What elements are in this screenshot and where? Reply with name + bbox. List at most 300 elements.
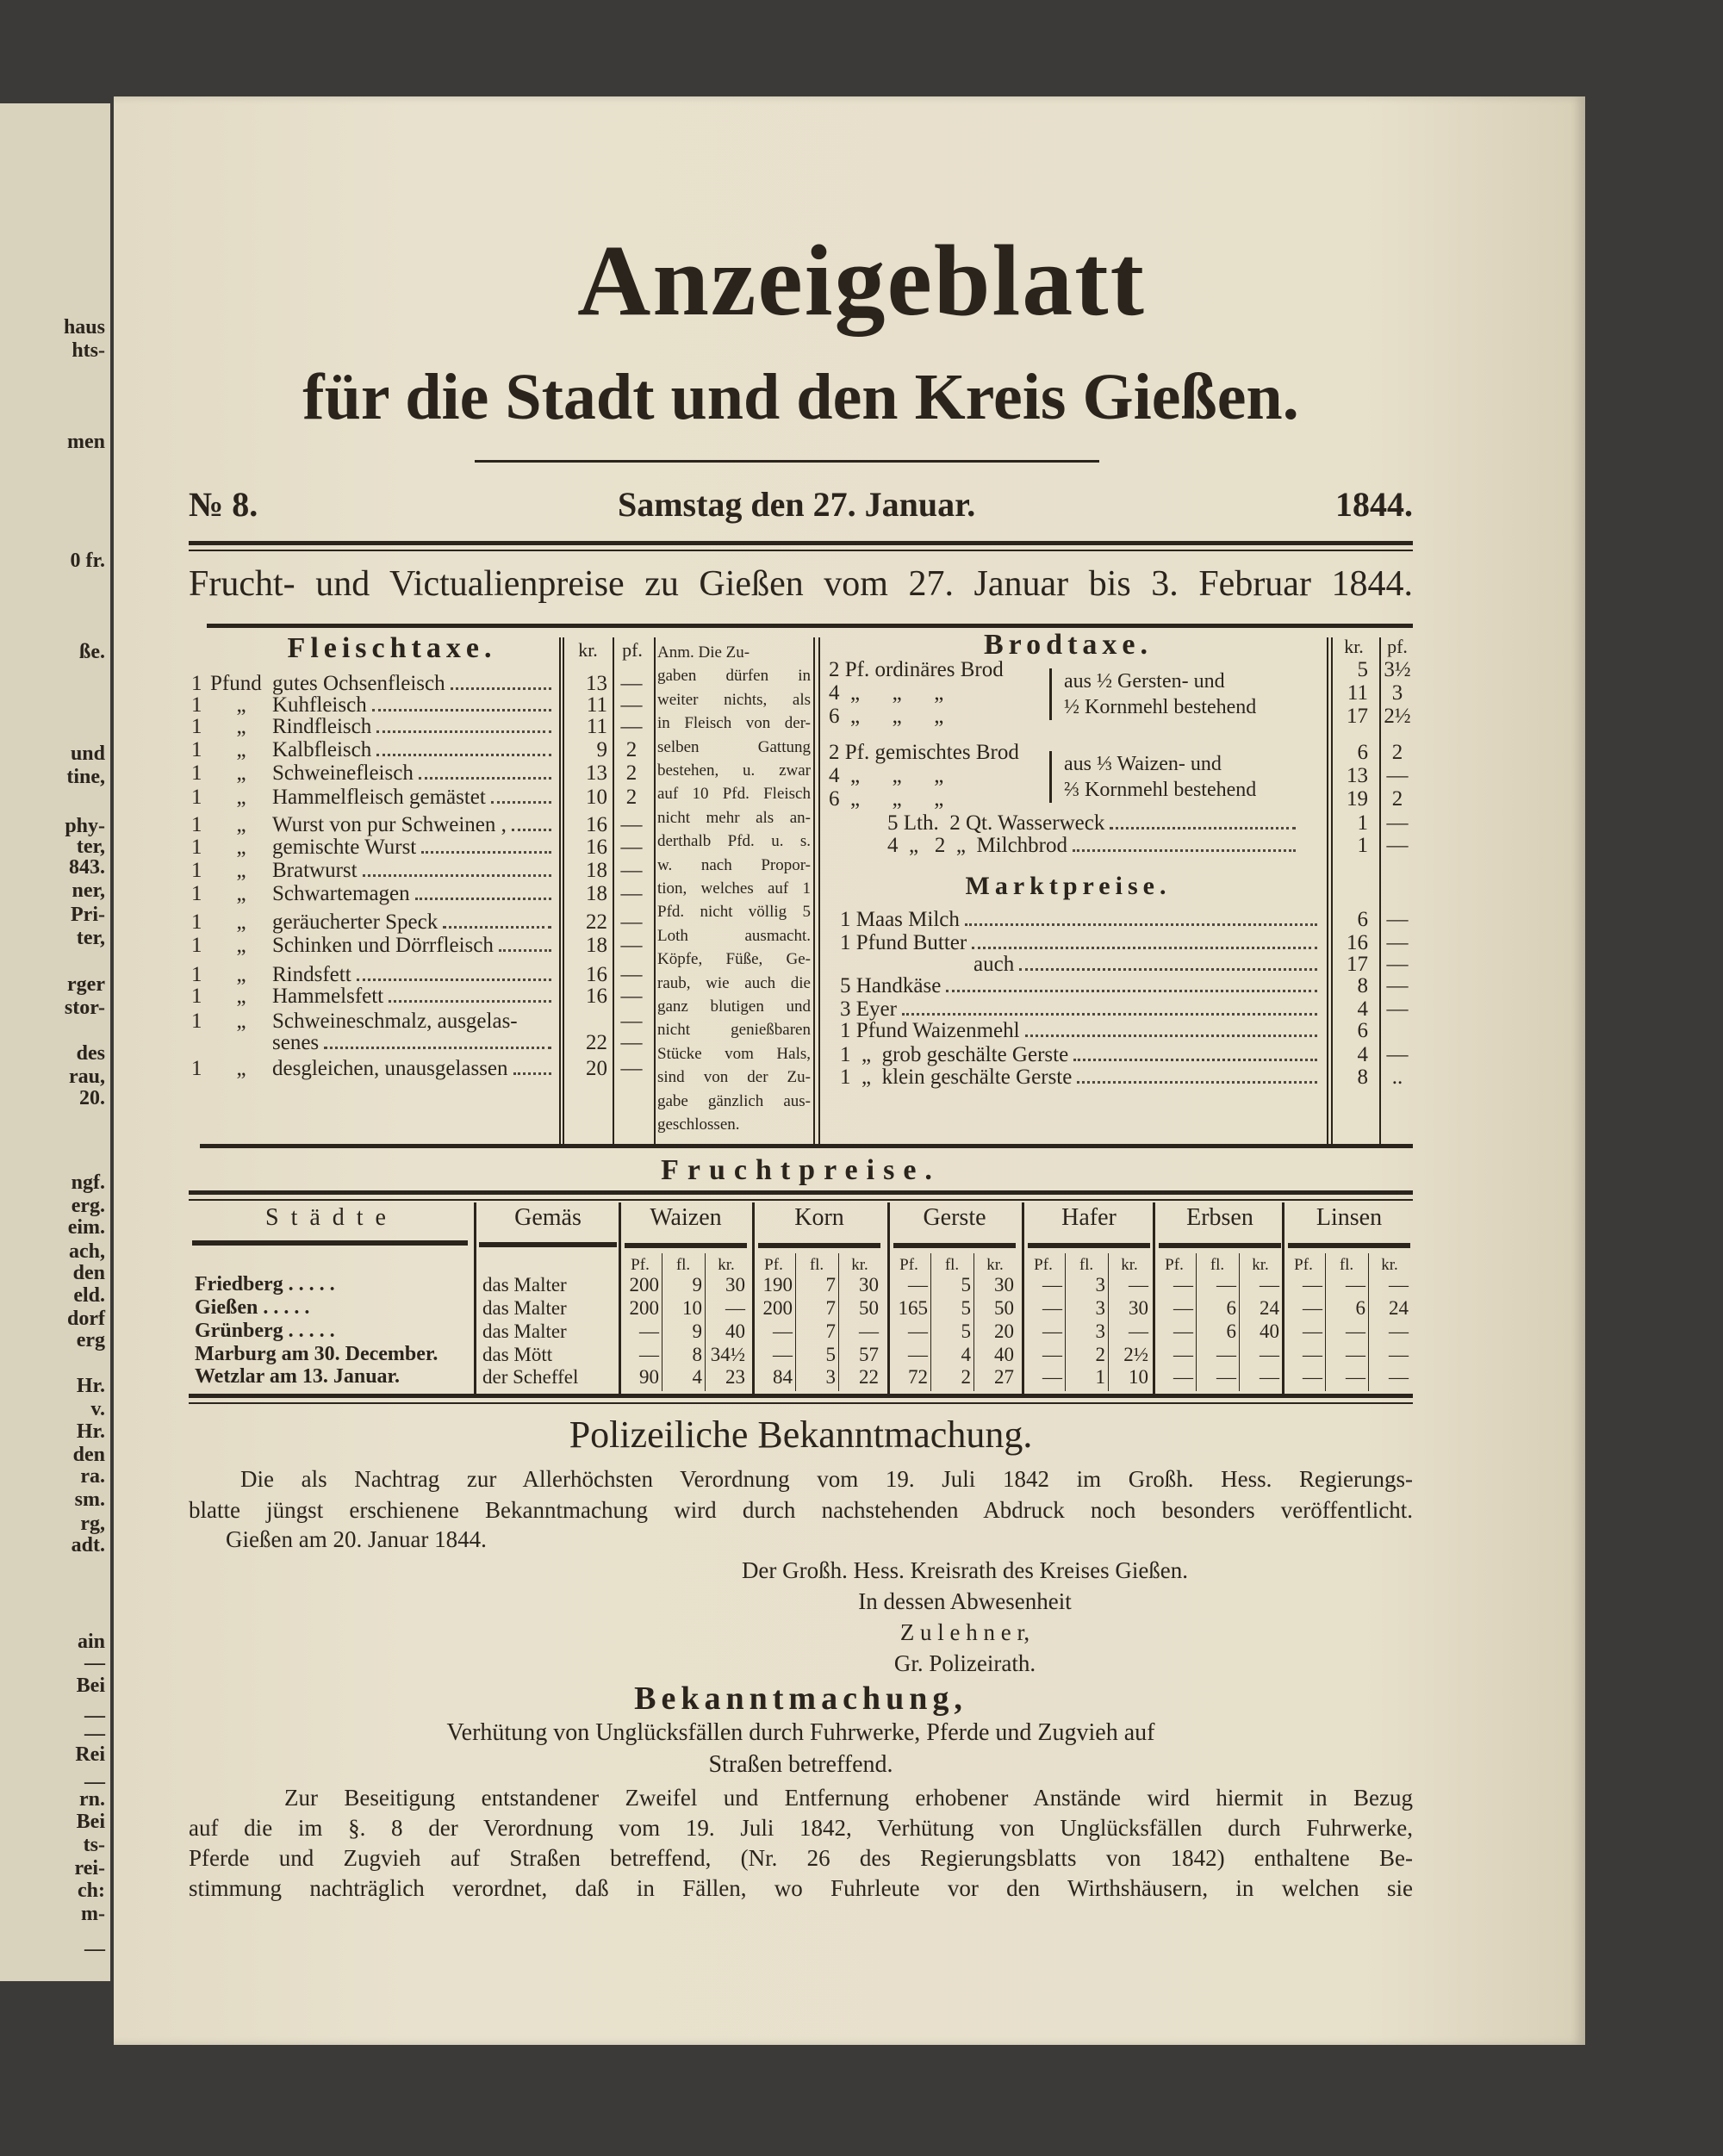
item-name: 1 „ klein geschälte Gerste [840,1066,1073,1089]
note-line: aus ½ Gersten- und [1064,670,1225,693]
facing-page-fragment: ter, [76,926,105,949]
city-name: Marburg am 30. December. [195,1343,439,1365]
kr-value: 6 [1357,908,1368,931]
facing-page-fragment: ra. [80,1465,105,1488]
note-line: Pfd. nicht völlig 5 [657,903,811,922]
price-cell: 3 [1095,1274,1105,1295]
facing-page-fragment: eim. [67,1216,105,1240]
item-name: Schweinefleisch [272,761,414,785]
price-cell: 40 [994,1344,1014,1365]
unit: „ [236,738,246,761]
kr-value: 11 [586,715,607,738]
price-cell: 84 [773,1366,793,1388]
dot-leader [1110,827,1296,829]
facing-page-fragment: den [72,1443,105,1466]
column-divider [559,637,561,1146]
price-cell: — [1129,1274,1148,1295]
facing-page-fragment: eld. [73,1283,105,1307]
column-divider [613,637,614,1146]
subcolumn-header: kr. [986,1256,1004,1274]
dot-leader [972,947,1317,949]
kr-value: 18 [586,859,607,882]
subcolumn-header: kr. [718,1256,735,1274]
meat-price-row [191,672,557,695]
kr-value: 22 [586,1031,607,1054]
price-cell: — [725,1297,745,1319]
pf-value: — [620,963,643,986]
price-cell: 24 [1389,1297,1409,1319]
city-name: Friedberg . . . . . [195,1273,335,1295]
price-cell: 165 [898,1297,928,1319]
note-line: nicht genießbaren [657,1021,811,1040]
quantity: 1 [191,672,202,695]
unit: „ [236,1010,246,1033]
price-cell: 57 [859,1344,879,1365]
kr-value: 5 [1357,658,1368,681]
price-cell: — [1260,1274,1279,1295]
price-cell: 7 [825,1320,836,1342]
announcement-title: Bekanntmachung, [634,1681,967,1717]
divider [1028,1243,1150,1248]
subcolumn-header: fl. [944,1256,960,1274]
bread-price-row [829,741,1044,764]
kr-value: 19 [1347,787,1368,811]
note-line: tion, welches auf 1 [657,879,811,898]
facing-page-fragment: phy- [65,815,105,838]
price-cell: — [1346,1344,1365,1365]
meat-price-row [191,813,557,836]
meat-price-row [191,836,557,859]
price-cell: — [1303,1274,1322,1295]
price-cell: 30 [1129,1297,1148,1319]
dot-leader [357,979,551,981]
divider [189,1394,1413,1398]
kr-value: 10 [586,786,607,809]
quantity: 1 [191,985,202,1008]
pf-header: pf. [1387,636,1408,657]
quantity: 1 [191,1010,202,1033]
item-name: Schinken und Dörrfleisch [272,934,494,957]
price-cell: 10 [1129,1366,1148,1388]
item-name: Schwartemagen [272,882,410,905]
dot-leader [499,949,551,952]
column-divider [563,637,564,1146]
item-name: Rindsfett [272,963,351,986]
pf-value: — [620,1031,643,1054]
facing-page-fragment: Hr. [76,1374,105,1397]
subcolumn-divider [838,1253,839,1391]
dot-leader [443,926,551,929]
pf-value: 2 [625,786,638,809]
price-cell: — [1042,1297,1062,1319]
dot-leader [513,1072,551,1075]
price-cell: — [1173,1320,1193,1342]
item-name: 2 Pf. gemischtes Brod [829,741,1019,764]
facing-page-fragment: 20. [79,1087,105,1110]
measure-unit: das Malter [482,1297,567,1319]
facing-page-fragment: v. [90,1398,105,1421]
meat-price-row [191,934,557,957]
kr-value: 16 [1347,931,1368,954]
measure-unit: das Malter [482,1320,567,1342]
price-cell: — [773,1344,793,1365]
signature-line: Gr. Polizeirath. [893,1650,1036,1676]
subcolumn-divider [930,1253,931,1391]
dot-leader [421,851,551,854]
bread-price-row [829,764,1044,787]
facing-page-fragment: rg, [80,1512,105,1535]
dot-leader [1025,1035,1317,1037]
pf-value: — [1386,1043,1409,1066]
subcolumn-header: fl. [675,1256,691,1274]
kr-value: 16 [586,985,607,1008]
item-name: 4 „ 2 „ Milchbrod [887,834,1067,857]
facing-page-fragment: stor- [64,997,105,1020]
facing-page-edge [0,103,110,1981]
facing-page-fragment: adt. [71,1534,105,1557]
item-name: Wurst von pur Schweinen , [272,813,507,836]
subcolumn-divider [1325,1253,1326,1391]
price-cell: 7 [825,1297,836,1319]
note-line: weiter nichts, als [657,690,811,709]
kr-value: 17 [1347,953,1368,976]
price-cell: — [1260,1366,1279,1388]
facing-page-fragment: des [76,1041,105,1065]
grain-header: Waizen [650,1204,722,1231]
quantity: 1 [191,910,202,934]
subcolumn-header: Pf. [631,1256,650,1274]
quantity: 1 [191,786,202,809]
announcement-subtitle: Verhütung von Unglücksfällen durch Fuhrwerke, Pferde und Zugvieh auf [446,1719,1155,1746]
market-price-row [840,974,1322,997]
issue-number: № 8. [189,485,258,524]
unit: „ [236,963,246,986]
meat-price-row [191,910,557,934]
item-name: Rindfleisch [272,715,372,738]
dot-leader [389,1000,551,1003]
meat-price-row [191,1057,557,1080]
price-cell: 90 [639,1366,659,1388]
fleischtaxe-title: Fleischtaxe. [287,632,497,664]
quantity: 1 [191,1057,202,1080]
pf-header: pf. [622,639,643,661]
pf-value: 2½ [1384,705,1411,728]
pf-value: — [1386,953,1409,976]
facing-page-fragment: ter, [76,836,105,859]
price-cell: 23 [725,1366,745,1388]
price-cell: 1 [1095,1366,1105,1388]
meat-price-row [191,738,557,761]
quantity: 1 [191,761,202,785]
price-cell: 30 [859,1274,879,1295]
facing-page-fragment: hts- [72,339,105,363]
facing-page-fragment: ngf. [71,1171,105,1194]
bread-price-row [829,681,1044,705]
meat-price-row [191,693,557,717]
item-name: 2 Pf. ordinäres Brod [829,658,1004,681]
item-name: 4 „ „ „ [829,764,944,787]
bread-price-row [829,787,1044,811]
kr-value: 6 [1357,741,1368,764]
facing-page-fragment: — [84,1652,105,1675]
item-name: Kalbfleisch [272,738,372,761]
item-name: 6 „ „ „ [829,787,944,811]
quantity: 1 [191,882,202,905]
price-cell: — [1173,1274,1193,1295]
price-cell: 50 [994,1297,1014,1319]
signature-line: Der Großh. Hess. Kreisrath des Kreises Gießen. [741,1557,1189,1583]
price-cell: — [908,1274,928,1295]
issue-date: Samstag den 27. Januar. [617,485,976,524]
facing-page-fragment: sm. [74,1488,105,1512]
note-line: Stücke vom Hals, [657,1044,811,1063]
note-line: in Fleisch von der- [657,714,811,733]
price-cell: 22 [859,1366,879,1388]
market-price-row [840,931,1322,954]
column-divider [654,637,656,1146]
note-line: Anm. Die Zu- [657,643,750,662]
divider [192,1240,468,1246]
pf-value: — [1386,931,1409,954]
dot-leader [419,777,551,780]
pf-value: — [1386,974,1409,997]
item-name: auch [973,953,1015,976]
price-cell: 6 [1355,1297,1365,1319]
price-cell: 40 [725,1320,745,1342]
pf-value: — [620,1010,643,1033]
kr-value: 13 [586,761,607,785]
issue-year: 1844. [1334,485,1413,524]
item-name: 1 Pfund Waizenmehl [840,1019,1020,1042]
price-cell: 5 [825,1344,836,1365]
kr-value: 13 [1347,764,1368,787]
facing-page-fragment: Pri- [71,903,105,926]
subcolumn-divider [1368,1253,1369,1391]
market-price-row [840,997,1322,1021]
grain-header: Linsen [1316,1204,1383,1231]
price-cell: 2½ [1123,1344,1148,1365]
dot-leader [491,801,551,804]
measure-unit: das Mött [482,1344,553,1365]
note-line: bestehen, u. zwar [657,761,811,780]
item-name: 1 Pfund Butter [840,931,967,954]
pf-value: — [620,859,643,882]
price-cell: — [1303,1344,1322,1365]
note-line: aus ⅓ Waizen- und [1064,753,1222,775]
meat-price-row [191,761,557,785]
price-cell: — [1260,1344,1279,1365]
note-line: gaben dürfen in [657,667,811,686]
dot-leader [324,1047,551,1049]
price-cell: 72 [908,1366,928,1388]
unit: Pfund [210,672,262,695]
pf-value: — [620,910,643,934]
price-cell: 2 [961,1366,971,1388]
facing-page-fragment: rau, [69,1065,105,1088]
pf-value: — [620,985,643,1008]
masthead-title: Anzeigeblatt [577,224,1146,337]
note-line: Loth ausmacht. [657,926,811,945]
police-notice-line: Gießen am 20. Januar 1844. [226,1526,487,1552]
note-line: derthalb Pfd. u. s. [657,832,811,851]
divider [758,1243,880,1248]
unit: „ [236,813,246,836]
kr-value: 6 [1357,1019,1368,1042]
note-line: sind von der Zu- [657,1068,811,1087]
note-line: geschlossen. [657,1115,740,1134]
masthead-subtitle: für die Stadt und den Kreis Gießen. [302,361,1299,433]
meat-price-row [191,963,557,986]
kr-value: 20 [586,1057,607,1080]
pf-value: — [1386,834,1409,857]
meat-price-row [191,859,557,882]
unit: „ [236,761,246,785]
subcolumn-header: Pf. [899,1256,918,1274]
kr-value: 18 [586,934,607,957]
price-cell: 200 [629,1274,659,1295]
bread-price-row [887,834,1301,857]
police-notice-title: Polizeiliche Bekanntmachung. [569,1414,1033,1456]
pf-value: — [1386,811,1409,835]
dot-leader [1077,1081,1317,1084]
price-cell: — [1216,1344,1236,1365]
price-cell: — [1303,1366,1322,1388]
column-divider [813,637,815,1146]
note-line: ganz blutigen und [657,997,811,1016]
unit: „ [236,910,246,934]
price-cell: — [1346,1320,1365,1342]
signature-block [620,1555,1309,1679]
facing-page-fragment: rn. [79,1788,105,1811]
measure-header: Gemäs [514,1204,582,1231]
quantity: 1 [191,963,202,986]
kr-value: 8 [1357,974,1368,997]
city-name: Grünberg . . . . . [195,1320,335,1342]
issue-line [189,484,1413,525]
quantity: 1 [191,859,202,882]
facing-page-fragment: Hr. [76,1420,105,1443]
bread-price-row [829,658,1044,681]
meat-price-row [191,1010,557,1033]
facing-page-fragment: men [67,430,105,453]
subcolumn-divider [973,1253,974,1391]
price-cell: 200 [629,1297,659,1319]
price-cell: — [1303,1297,1322,1319]
price-cell: 40 [1260,1320,1279,1342]
prices-heading: Frucht- und Victualienpreise zu Gießen vom 27. Januar bis 3. Februar 1844. [189,564,1413,604]
price-cell: 6 [1226,1297,1236,1319]
unit: „ [236,836,246,859]
divider [189,550,1413,551]
facing-page-fragment: m- [81,1902,105,1925]
price-cell: 20 [994,1320,1014,1342]
price-cell: — [1042,1344,1062,1365]
announcement-line: Zur Beseitigung entstandener Zweifel und Entfernung erhobener Anstände wird hiermit in Bezug [284,1785,1413,1811]
item-name: desgleichen, unausgelassen [272,1057,508,1080]
note-line: nicht mehr als an- [657,808,811,827]
note-line: ⅔ Kornmehl bestehend [1064,779,1257,801]
kr-header: kr. [1344,636,1364,657]
market-price-row [840,1066,1322,1089]
announcement-line: Pferde und Zugvieh auf Straßen betreffend, (Nr. 26 des Regierungsblatts von 1842) enthaltene Be- [189,1845,1413,1871]
pf-value: 3½ [1384,658,1411,681]
city-name: Wetzlar am 13. Januar. [195,1365,400,1388]
kr-value: 13 [586,672,607,695]
divider [189,1199,1413,1201]
item-name: gutes Ochsenfleisch [272,672,445,695]
price-cell: — [1216,1366,1236,1388]
subcolumn-divider [1196,1253,1197,1391]
price-cell: — [1173,1366,1193,1388]
pf-value: — [620,934,643,957]
subcolumn-header: Pf. [1034,1256,1053,1274]
bread-price-row [829,705,1044,728]
pf-value: .. [1391,1066,1403,1089]
item-name: 6 „ „ „ [829,705,944,728]
price-cell: 5 [961,1320,971,1342]
dot-leader [376,754,551,756]
fruchtpreise-title: Fruchtpreise. [661,1154,941,1186]
unit: „ [236,715,246,738]
item-name: gemischte Wurst [272,836,417,859]
subcolumn-header: Pf. [764,1256,783,1274]
subcolumn-header: fl. [1210,1256,1225,1274]
pf-value: — [1386,997,1409,1021]
dot-leader [1073,849,1296,852]
pf-value: — [620,836,643,859]
item-name: geräucherter Speck [272,910,439,934]
subcolumn-header: Pf. [1165,1256,1184,1274]
meat-price-row [191,1031,557,1054]
dot-leader [415,898,551,900]
price-cell: 3 [825,1366,836,1388]
signature-line: Z u l e h n e r, [899,1619,1030,1645]
unit: „ [236,786,246,809]
price-cell: — [1042,1320,1062,1342]
facing-page-fragment: Bei [76,1810,105,1833]
note-line: ½ Kornmehl bestehend [1064,696,1257,718]
price-cell: — [1042,1274,1062,1295]
price-cell: — [908,1320,928,1342]
kr-value: 11 [586,693,607,717]
unit: „ [236,934,246,957]
price-cell: 10 [682,1297,702,1319]
pf-value: 3 [1391,681,1403,705]
pf-value: 2 [625,761,638,785]
pf-value: — [620,882,643,905]
note-line: auf 10 Pfd. Fleisch [657,785,811,804]
price-cell: — [908,1344,928,1365]
subcolumn-header: fl. [1339,1256,1354,1274]
subcolumn-divider [1108,1253,1109,1391]
pf-value: — [620,813,643,836]
subcolumn-header: kr. [1381,1256,1398,1274]
price-cell: — [639,1320,659,1342]
market-price-row [840,1043,1322,1066]
cities-header: Städte [265,1204,398,1231]
price-cell: — [1346,1274,1365,1295]
subcolumn-divider [1239,1253,1240,1391]
price-cell: 2 [1095,1344,1105,1365]
facing-page-fragment: erg. [71,1194,105,1217]
meat-price-row [191,882,557,905]
kr-value: 11 [1347,681,1368,705]
price-cell: 8 [692,1344,702,1365]
item-name: 5 Handkäse [840,974,942,997]
pf-value: — [620,715,643,738]
item-name: Bratwurst [272,859,358,882]
market-price-row [973,953,1322,976]
